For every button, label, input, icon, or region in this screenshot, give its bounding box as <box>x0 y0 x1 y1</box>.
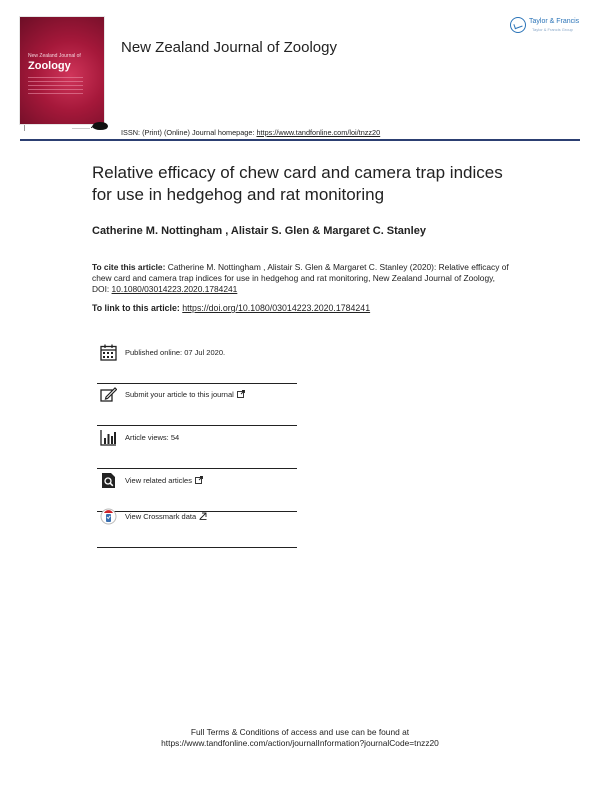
divider <box>97 468 297 469</box>
article-url-link[interactable]: https://doi.org/10.1080/03014223.2020.1784241 <box>182 303 371 313</box>
article-title: Relative efficacy of chew card and camera trap indices for use in hedgehog and rat monitoring <box>92 163 503 204</box>
submit-text[interactable]: Submit your article to this journal <box>125 390 234 399</box>
article-authors[interactable]: Catherine M. Nottingham , Alistair S. Glen & Margaret C. Stanley <box>92 225 426 237</box>
terms-line: Full Terms & Conditions of access and use can be found at <box>190 727 410 737</box>
crossmark-row[interactable] <box>97 508 297 548</box>
journal-cover[interactable] <box>20 17 104 124</box>
society-logo-icon <box>24 125 65 131</box>
submit-row[interactable] <box>97 386 297 426</box>
cover-small-text: New Zealand Journal of <box>28 53 81 59</box>
crossmark-text[interactable]: View Crossmark data <box>125 512 197 521</box>
related-text[interactable]: View related articles <box>125 476 192 485</box>
cover-lines <box>28 77 83 95</box>
issn-text: ISSN: (Print) (Online) Journal homepage: <box>121 128 257 137</box>
citation-block <box>92 262 512 295</box>
divider <box>97 425 297 426</box>
link-label: To link to this article: <box>92 303 183 313</box>
bar-chart-icon <box>100 429 117 446</box>
publisher-logo-icon <box>510 17 526 33</box>
divider <box>72 128 90 129</box>
calendar-icon <box>100 344 117 361</box>
article-link-block <box>92 303 370 313</box>
views-text: Article views: 54 <box>125 433 180 442</box>
cite-text: Catherine M. Nottingham , Alistair S. Glen & Margaret C. Stanley (2020): Relative efficacy of chew card and camera trap indices for use in hedgehog and rat monitoring, New Zealand Journal of Zoology, DOI: <box>92 262 509 294</box>
related-row[interactable] <box>97 472 297 512</box>
kiwi-logo-icon <box>91 121 109 131</box>
divider <box>97 383 297 384</box>
published-text: Published online: 07 Jul 2020. <box>125 348 226 357</box>
crossmark-icon <box>100 508 117 525</box>
publisher-logo-subtext: Taylor & Francis Group <box>532 27 573 32</box>
journal-homepage-link[interactable]: https://www.tandfonline.com/loi/tnzz20 <box>256 128 381 137</box>
society-logos <box>20 122 130 136</box>
cite-label: To cite this article: <box>92 262 166 272</box>
edit-icon <box>100 386 117 403</box>
publisher-logo[interactable] <box>510 17 585 35</box>
divider <box>97 547 297 548</box>
search-document-icon <box>100 472 117 489</box>
terms-link[interactable]: https://www.tandfonline.com/action/journalInformation?journalCode=tnzz20 <box>161 738 439 748</box>
views-row <box>97 429 297 469</box>
publisher-logo-text: Taylor & Francis <box>529 18 580 25</box>
cover-big-text: Zoology <box>28 60 71 72</box>
issn-line <box>121 128 380 137</box>
external-link-icon <box>237 390 245 398</box>
journal-title[interactable]: New Zealand Journal of Zoology <box>121 39 337 56</box>
external-link-icon <box>195 476 203 484</box>
external-link-icon <box>199 512 207 520</box>
published-row <box>97 344 297 384</box>
terms-footer <box>0 727 600 749</box>
doi-link[interactable]: 10.1080/03014223.2020.1784241 <box>111 284 238 294</box>
header-divider <box>20 139 580 141</box>
